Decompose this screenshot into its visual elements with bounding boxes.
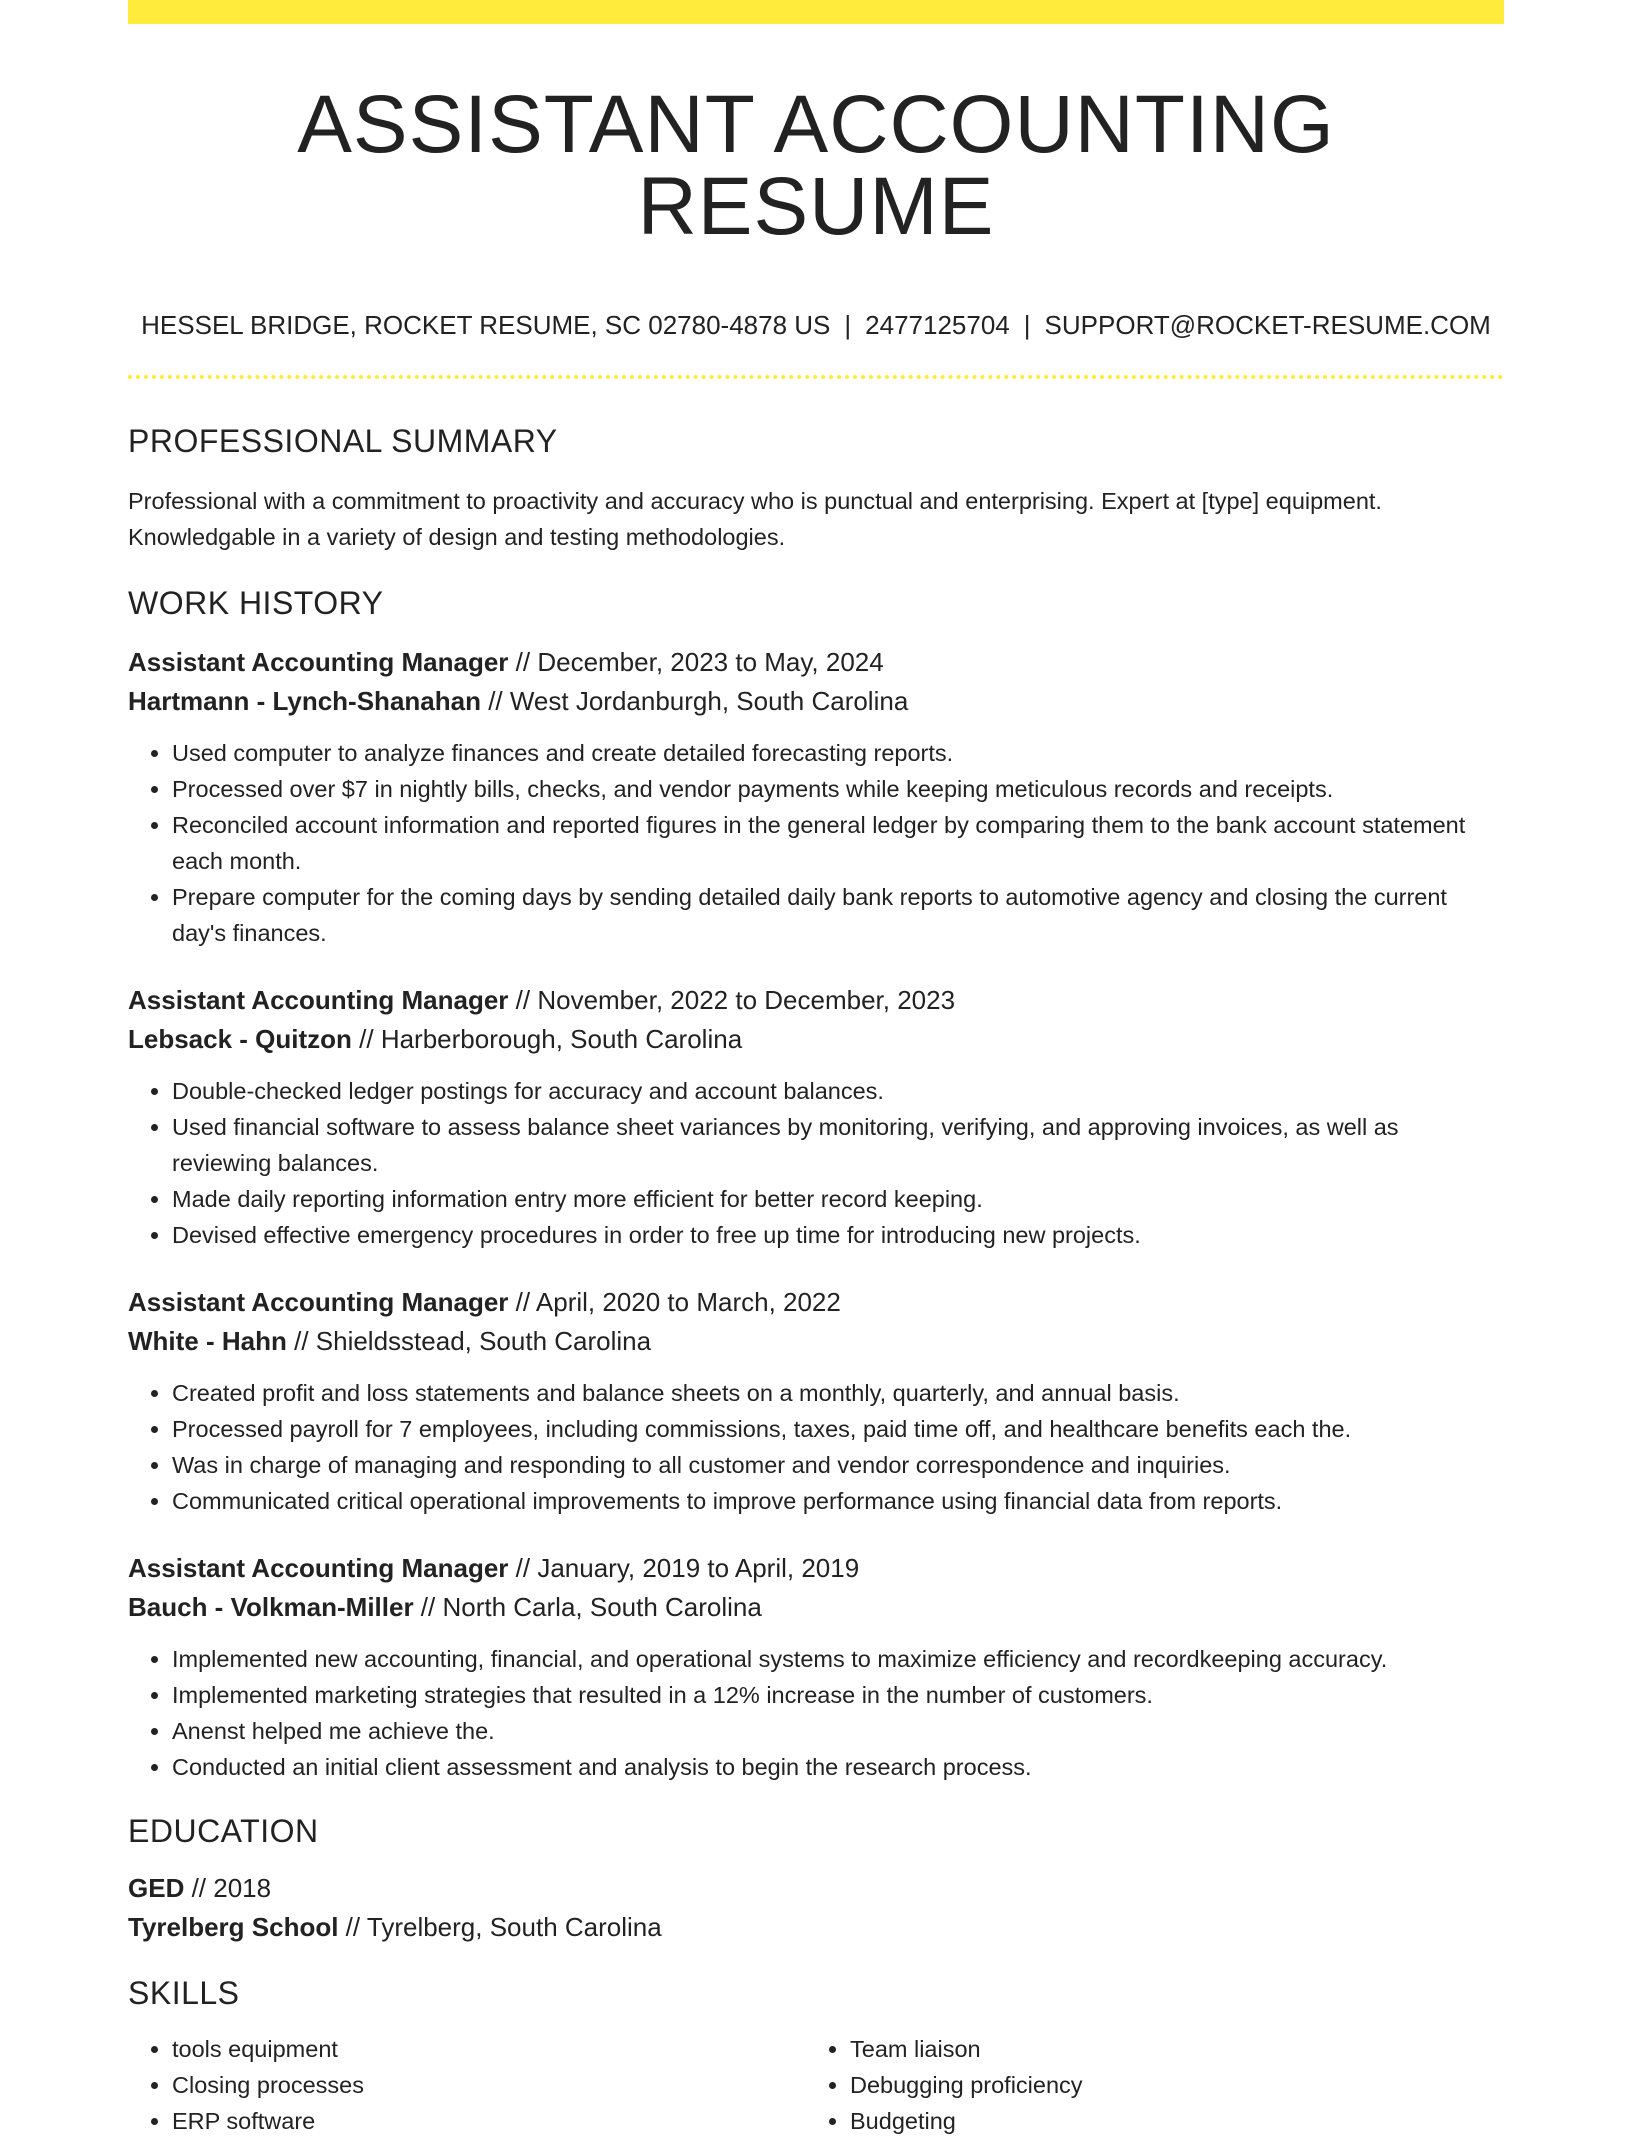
job-entry xyxy=(128,981,1504,1253)
education-year: // 2018 xyxy=(184,1873,272,1904)
job-bullet: • Communicated critical operational improvements to improve performance using financial data from reports. xyxy=(172,1483,1504,1519)
job-company: Hartmann - Lynch-Shanahan xyxy=(128,686,481,717)
job-company-line xyxy=(128,1020,1504,1059)
skill-item: • Debugging proficiency xyxy=(850,2067,1484,2103)
summary-heading: PROFESSIONAL SUMMARY xyxy=(128,423,558,460)
skills-column-left xyxy=(128,2031,806,2139)
dotted-divider xyxy=(128,375,1504,379)
job-location: // Shieldsstead, South Carolina xyxy=(286,1326,652,1357)
job-bullet: • Used computer to analyze finances and create detailed forecasting reports. xyxy=(172,735,1504,771)
job-company: White - Hahn xyxy=(128,1326,287,1357)
contact-line xyxy=(128,310,1504,341)
education-degree-line xyxy=(128,1869,1504,1908)
job-company-line xyxy=(128,1588,1504,1627)
job-bullet: • Double-checked ledger postings for accuracy and account balances. xyxy=(172,1073,1504,1109)
job-bullet: • Created profit and loss statements and balance sheets on a monthly, quarterly, and annual basis. xyxy=(172,1375,1504,1411)
education-heading: EDUCATION xyxy=(128,1813,319,1850)
skills-heading: SKILLS xyxy=(128,1975,240,2012)
job-company-line xyxy=(128,1322,1504,1361)
job-location: // North Carla, South Carolina xyxy=(413,1592,762,1623)
work-history-heading: WORK HISTORY xyxy=(128,585,384,622)
job-title: Assistant Accounting Manager xyxy=(128,1553,509,1584)
education-entry xyxy=(128,1869,1504,1947)
skill-item: • Budgeting xyxy=(850,2103,1484,2139)
contact-email: SUPPORT@ROCKET-RESUME.COM xyxy=(1044,310,1491,340)
job-bullets xyxy=(128,735,1504,951)
summary-text: Professional with a commitment to proactivity and accuracy who is punctual and enterprising. Expert at [type] equipment. Knowledgable in a variety of design and testing methodologies. xyxy=(128,488,1382,551)
job-bullet: • Conducted an initial client assessment and analysis to begin the research process. xyxy=(172,1749,1504,1785)
job-dates: // April, 2020 to March, 2022 xyxy=(508,1287,841,1318)
job-bullet: • Used financial software to assess balance sheet variances by monitoring, verifying, and approving invoices, as well as reviewing balances. xyxy=(172,1109,1504,1181)
contact-address: HESSEL BRIDGE, ROCKET RESUME, SC 02780-4878 US xyxy=(141,310,831,340)
education-location: // Tyrelberg, South Carolina xyxy=(338,1912,662,1943)
job-bullet: • Devised effective emergency procedures in order to free up time for introducing new projects. xyxy=(172,1217,1504,1253)
contact-separator: | xyxy=(1023,310,1031,340)
contact-phone: 2477125704 xyxy=(865,310,1010,340)
job-bullets xyxy=(128,1073,1504,1253)
job-bullet: • Processed payroll for 7 employees, including commissions, taxes, paid time off, and healthcare benefits each the. xyxy=(172,1411,1504,1447)
skills-column-right xyxy=(806,2031,1484,2139)
job-entry xyxy=(128,1549,1504,1785)
contact-separator: | xyxy=(844,310,852,340)
job-bullet: • Processed over $7 in nightly bills, checks, and vendor payments while keeping meticulous records and receipts. xyxy=(172,771,1504,807)
top-accent-bar xyxy=(128,0,1504,24)
job-bullet: • Anenst helped me achieve the. xyxy=(172,1713,1504,1749)
job-dates: // November, 2022 to December, 2023 xyxy=(508,985,956,1016)
job-title-line xyxy=(128,981,1504,1020)
education-degree: GED xyxy=(128,1873,185,1904)
education-school-line xyxy=(128,1908,1504,1947)
job-bullet: • Prepare computer for the coming days by sending detailed daily bank reports to automotive agency and closing the current day's finances. xyxy=(172,879,1504,951)
education-school: Tyrelberg School xyxy=(128,1912,339,1943)
resume-title: ASSISTANT ACCOUNTING RESUME xyxy=(297,79,1335,252)
job-bullets xyxy=(128,1641,1504,1785)
job-entry xyxy=(128,643,1504,951)
job-bullet: • Reconciled account information and reported figures in the general ledger by comparing them to the bank account statement each month. xyxy=(172,807,1504,879)
job-entry xyxy=(128,1283,1504,1519)
job-location: // Harberborough, South Carolina xyxy=(351,1024,743,1055)
job-bullet: • Implemented new accounting, financial, and operational systems to maximize efficiency and recordkeeping accuracy. xyxy=(172,1641,1504,1677)
job-bullet: • Made daily reporting information entry more efficient for better record keeping. xyxy=(172,1181,1504,1217)
job-location: // West Jordanburgh, South Carolina xyxy=(480,686,909,717)
skill-item: • Team liaison xyxy=(850,2031,1484,2067)
job-title-line xyxy=(128,1549,1504,1588)
job-dates: // December, 2023 to May, 2024 xyxy=(508,647,884,678)
resume-page xyxy=(128,0,1504,2139)
job-bullet: • Was in charge of managing and responding to all customer and vendor correspondence and inquiries. xyxy=(172,1447,1504,1483)
job-bullets xyxy=(128,1375,1504,1519)
job-dates: // January, 2019 to April, 2019 xyxy=(508,1553,860,1584)
skill-item: • Closing processes xyxy=(172,2067,806,2103)
job-title: Assistant Accounting Manager xyxy=(128,985,509,1016)
job-bullet: • Implemented marketing strategies that resulted in a 12% increase in the number of customers. xyxy=(172,1677,1504,1713)
skill-item: • ERP software xyxy=(172,2103,806,2139)
job-title-line xyxy=(128,643,1504,682)
skill-item: • tools equipment xyxy=(172,2031,806,2067)
skills-list xyxy=(128,2031,1504,2139)
job-title: Assistant Accounting Manager xyxy=(128,647,509,678)
job-company: Bauch - Volkman-Miller xyxy=(128,1592,414,1623)
job-title: Assistant Accounting Manager xyxy=(128,1287,509,1318)
job-company: Lebsack - Quitzon xyxy=(128,1024,352,1055)
job-title-line xyxy=(128,1283,1504,1322)
job-company-line xyxy=(128,682,1504,721)
